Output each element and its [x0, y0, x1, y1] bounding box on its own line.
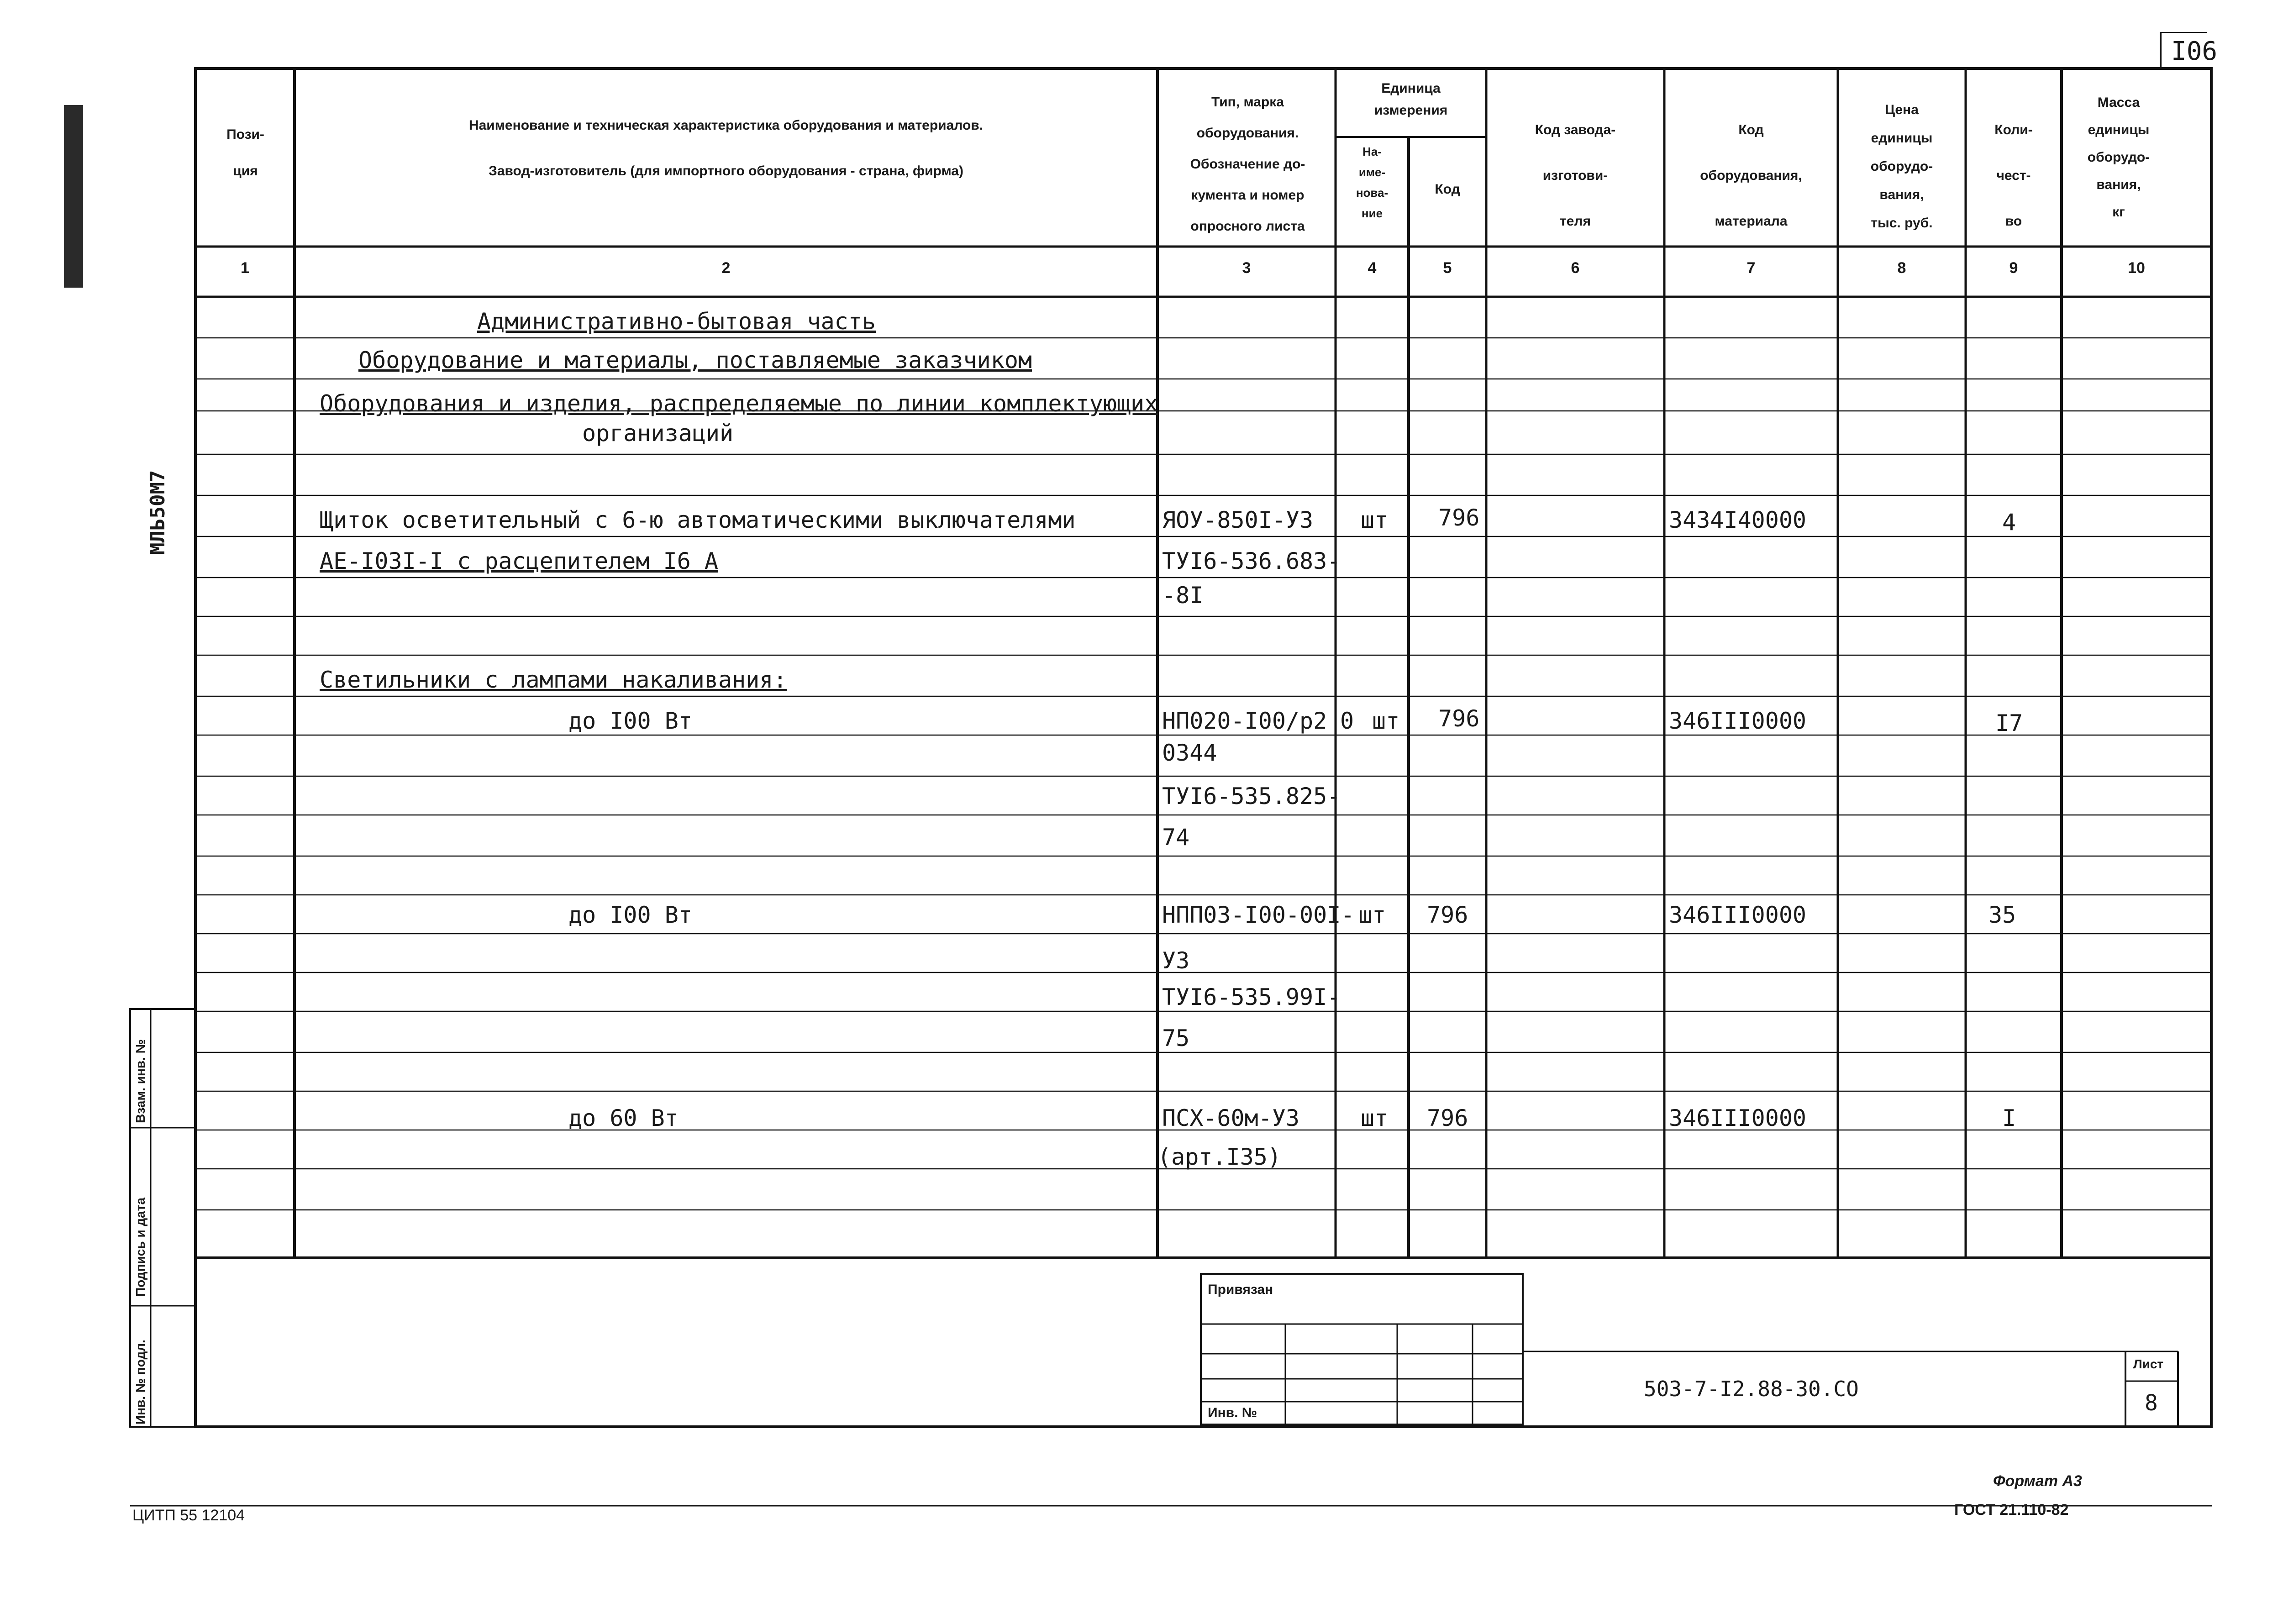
header-material-code: Код оборудования, материала: [1700, 122, 1802, 229]
lamp2-type-line3: ТУI6-535.99I-: [1162, 984, 1341, 1010]
left-stamp-text: МЛЬ50М7: [146, 470, 169, 555]
document-code: 503-7-I2.88-30.СО: [1644, 1377, 1859, 1401]
lamp3-quantity: I: [2002, 1105, 2016, 1131]
header-type: Тип, марка оборудования. Обозначение до- кумента и номер опросного листа: [1190, 95, 1305, 234]
group-title-line2: организаций: [582, 420, 734, 447]
lamp1-name: до I00 Вт: [568, 708, 692, 734]
col-num-6: 6: [1571, 259, 1580, 277]
left-vzam-inv: Взам. инв. №: [133, 1039, 147, 1123]
lamp1-unit: шт: [1372, 708, 1400, 734]
footer-format: Формат А3: [1993, 1472, 2082, 1490]
header-unit-mass: Масса единицы оборудо- вания, кг: [2087, 95, 2150, 220]
lamp2-unit-code: 796: [1427, 902, 1468, 928]
lamp2-unit: шт: [1358, 902, 1386, 928]
lamp2-quantity: 35: [1988, 902, 2016, 928]
lamp3-unit: шт: [1361, 1105, 1389, 1131]
lamp1-type-line1-tail: 0: [1340, 708, 1354, 734]
left-inv-podl: Инв. № подл.: [133, 1340, 147, 1424]
header-name-line2: Завод-изготовитель (для импортного оборудования - страна, фирма): [489, 163, 963, 179]
lamp3-unit-code: 796: [1427, 1105, 1468, 1131]
sheet-number: 8: [2145, 1390, 2158, 1416]
lamp2-material-code: 346III0000: [1669, 902, 1807, 928]
item1-quantity: 4: [2002, 509, 2016, 536]
subsection-title: Оборудование и материалы, поставляемые заказчиком: [358, 347, 1032, 373]
header-unit-group: Единица измерения: [1374, 81, 1448, 118]
lamp2-type-line1: НПП03-I00-00I-: [1162, 902, 1355, 928]
header-quantity: Коли- чест- во: [1994, 122, 2033, 229]
title-block-inv-no: Инв. №: [1208, 1405, 1257, 1420]
lamp2-name: до I00 Вт: [568, 902, 692, 928]
col-num-9: 9: [2009, 259, 2018, 277]
lamp2-type-line4: 75: [1162, 1025, 1190, 1051]
col-num-10: 10: [2128, 259, 2145, 277]
lamp1-type-line3: ТУI6-535.825-: [1162, 783, 1341, 809]
header-unit-name: На- име- нова- ние: [1356, 145, 1389, 220]
lamp1-material-code: 346III0000: [1669, 708, 1807, 734]
col-num-3: 3: [1242, 259, 1251, 277]
lamp3-material-code: 346III0000: [1669, 1105, 1807, 1131]
sheet-corner-number: I06: [2171, 37, 2218, 66]
lamp3-name: до 60 Вт: [568, 1105, 679, 1131]
header-unit-code: Код: [1435, 182, 1460, 197]
lamp1-type-line2: 0344: [1162, 740, 1217, 766]
section-title: Административно-бытовая часть: [477, 308, 876, 335]
lamp1-unit-code: 796: [1438, 705, 1480, 732]
header-unit-price: Цена единицы оборудо- вания, тыс. руб.: [1870, 102, 1933, 231]
item1-unit: шт: [1361, 507, 1389, 533]
sheet-label: Лист: [2133, 1357, 2164, 1371]
col-num-2: 2: [721, 259, 731, 277]
col-num-7: 7: [1746, 259, 1756, 277]
lamp1-quantity: I7: [1995, 710, 2023, 736]
header-factory-code: Код завода- изготови- теля: [1535, 122, 1616, 229]
col-num-8: 8: [1897, 259, 1906, 277]
item1-type-line3: -8I: [1162, 582, 1204, 609]
header-position: Пози- ция: [226, 127, 264, 179]
title-block-privyazan: Привязан: [1208, 1282, 1273, 1297]
lamp3-type-line2: (арт.I35): [1157, 1144, 1281, 1170]
col-num-4: 4: [1368, 259, 1377, 277]
footer-print-code: ЦИТП 55 12104: [132, 1507, 245, 1524]
item1-name-line2: АЕ-I03I-I с расцепителем I6 А: [320, 548, 718, 574]
lamp1-type-line4: 74: [1162, 824, 1190, 851]
col-num-5: 5: [1443, 259, 1452, 277]
item1-type-line1: ЯОУ-850I-У3: [1162, 507, 1314, 533]
item1-material-code: 3434I40000: [1669, 507, 1807, 533]
lamp3-type-line1: ПСХ-60м-У3: [1162, 1105, 1300, 1131]
left-podpis-data: Подпись и дата: [133, 1198, 147, 1297]
footer-gost: ГОСТ 21.110-82: [1954, 1501, 2069, 1519]
header-name-line1: Наименование и техническая характеристика оборудования и материалов.: [468, 118, 984, 133]
lamp1-type-line1: НП020-I00/р2: [1162, 708, 1327, 734]
item1-type-line2: ТУI6-536.683-: [1162, 548, 1341, 574]
item1-name-line1: Щиток осветительный с 6-ю автоматическими выключателями: [320, 507, 1076, 533]
lamp2-type-line2: У3: [1162, 947, 1190, 974]
lamps-title: Светильники с лампами накаливания:: [320, 667, 787, 693]
item1-unit-code: 796: [1438, 505, 1480, 531]
group-title-line1: Оборудования и изделия, распределяемые по линии комплектующих: [320, 390, 1158, 417]
col-num-1: 1: [241, 259, 249, 277]
